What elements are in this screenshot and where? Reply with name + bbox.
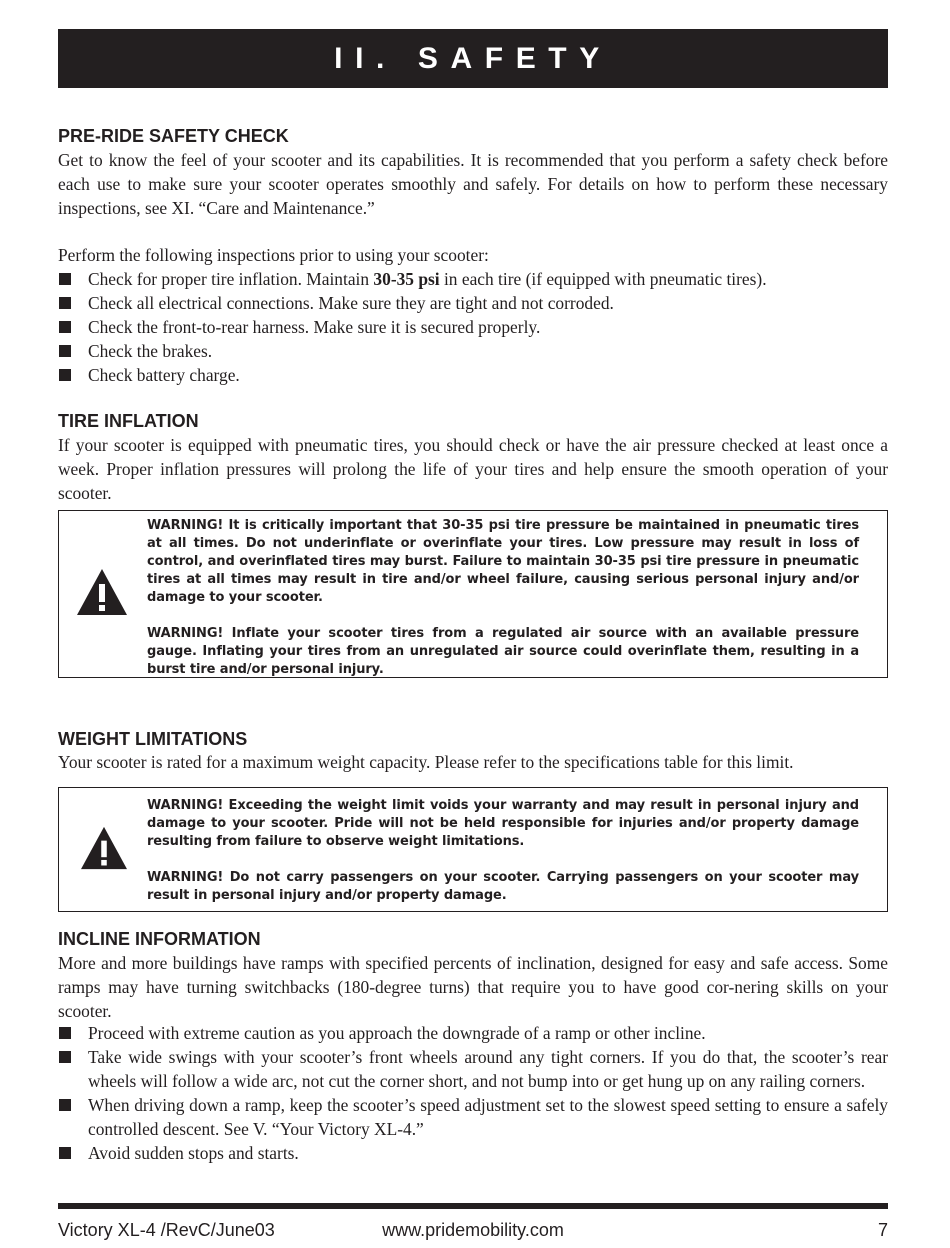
footer-rule <box>58 1203 888 1209</box>
section-banner: II. SAFETY <box>58 29 888 88</box>
weight-limitations-paragraph: Your scooter is rated for a maximum weight capacity. Please refer to the specifications table for this limit. <box>58 752 794 772</box>
list-item: Check the front-to-rear harness. Make sure it is secured properly. <box>58 316 888 340</box>
bullet-square-icon <box>59 297 71 309</box>
bullet-square-icon <box>59 369 71 381</box>
list-item: Check the brakes. <box>58 340 888 364</box>
bullet-square-icon <box>59 321 71 333</box>
warning-weight-limit: WARNING! Exceeding the weight limit voids your warranty and may result in personal injury and damage to your scooter. Pride will not be held responsible for injuries and/or property damage resulting from failure to observe weight limitations. <box>147 798 859 849</box>
psi-value: 30-35 psi <box>373 269 440 289</box>
inspections-intro: Perform the following inspections prior to using your scooter: <box>58 245 489 265</box>
list-item: Avoid sudden stops and starts. <box>58 1142 888 1166</box>
list-item: Take wide swings with your scooter’s front wheels around any tight corners. If you do that, the scooter’s rear wheels will follow a wide arc, not cut the corner short, and not bump into or get hung up on any railing corners. <box>58 1046 888 1094</box>
incline-heading: INCLINE INFORMATION <box>58 929 261 949</box>
bullet-square-icon <box>59 1051 71 1063</box>
weight-warning-box <box>58 787 888 912</box>
list-item: Proceed with extreme caution as you approach the downgrade of a ramp or other incline. <box>58 1022 888 1046</box>
tire-warning-box <box>58 510 888 678</box>
warning-tire-pressure: WARNING! It is critically important that 30-35 psi tire pressure be maintained in pneumatic tires at all times. Do not underinflate or overinflate your tires. Low pressure may result in loss of control, and overinflated tires may burst. Failure to maintain 30-35 psi tire pressure in pneumatic tires at all times may result in tire and/or wheel failure, causing serious personal injury and/or damage to your scooter. <box>147 518 859 605</box>
warning-passengers: WARNING! Do not carry passengers on your scooter. Carrying passengers on your scooter may result in personal injury and/or property damage. <box>147 870 859 903</box>
bullet-square-icon <box>59 273 71 285</box>
list-item: Check for proper tire inflation. Maintain 30-35 psi in each tire (if equipped with pneumatic tires). <box>58 268 888 292</box>
footer-model-revision: Victory XL-4 /RevC/June03 <box>58 1220 275 1240</box>
incline-list <box>58 1022 888 1165</box>
inspection-list <box>58 268 888 388</box>
pre-ride-heading: PRE-RIDE SAFETY CHECK <box>58 126 289 146</box>
tire-inflation-heading: TIRE INFLATION <box>58 411 199 431</box>
bullet-square-icon <box>59 1099 71 1111</box>
bullet-square-icon <box>59 345 71 357</box>
list-item: Check all electrical connections. Make sure they are tight and not corroded. <box>58 292 888 316</box>
weight-limitations-heading: WEIGHT LIMITATIONS <box>58 729 248 749</box>
weight-warning-text <box>147 797 859 905</box>
warning-regulated-air: WARNING! Inflate your scooter tires from a regulated air source with an available pressure gauge. Inflating your tires from an unregulated air source could overinflate them, resulting in a burst tire and/or personal injury. <box>147 626 859 677</box>
bullet-square-icon <box>59 1027 71 1039</box>
list-item: Check battery charge. <box>58 364 888 388</box>
page-number: 7 <box>877 1220 888 1240</box>
warning-triangle-icon <box>79 825 129 871</box>
tire-warning-text <box>147 517 859 679</box>
incline-paragraph: More and more buildings have ramps with specified percents of inclination, designed for easy and safe access. Some ramps may have turning switchbacks (180-degree turns) that require you to have good cor-nering skills on your scooter. <box>58 953 888 1021</box>
warning-triangle-icon <box>75 567 129 617</box>
tire-inflation-paragraph: If your scooter is equipped with pneumatic tires, you should check or have the air pressure checked at least once a week. Proper inflation pressures will prolong the life of your tires and help ensure the smooth operation of your scooter. <box>58 435 888 503</box>
footer-website-link[interactable]: www.pridemobility.com <box>382 1220 564 1240</box>
pre-ride-paragraph: Get to know the feel of your scooter and its capabilities. It is recommended that you perform a safety check before each use to make sure your scooter operates smoothly and safely. For details on how to perform these necessary inspections, see XI. “Care and Maintenance.” <box>58 150 888 218</box>
bullet-square-icon <box>59 1147 71 1159</box>
list-item: When driving down a ramp, keep the scooter’s speed adjustment set to the slowest speed setting to ensure a safely controlled descent. See V. “Your Victory XL-4.” <box>58 1094 888 1142</box>
